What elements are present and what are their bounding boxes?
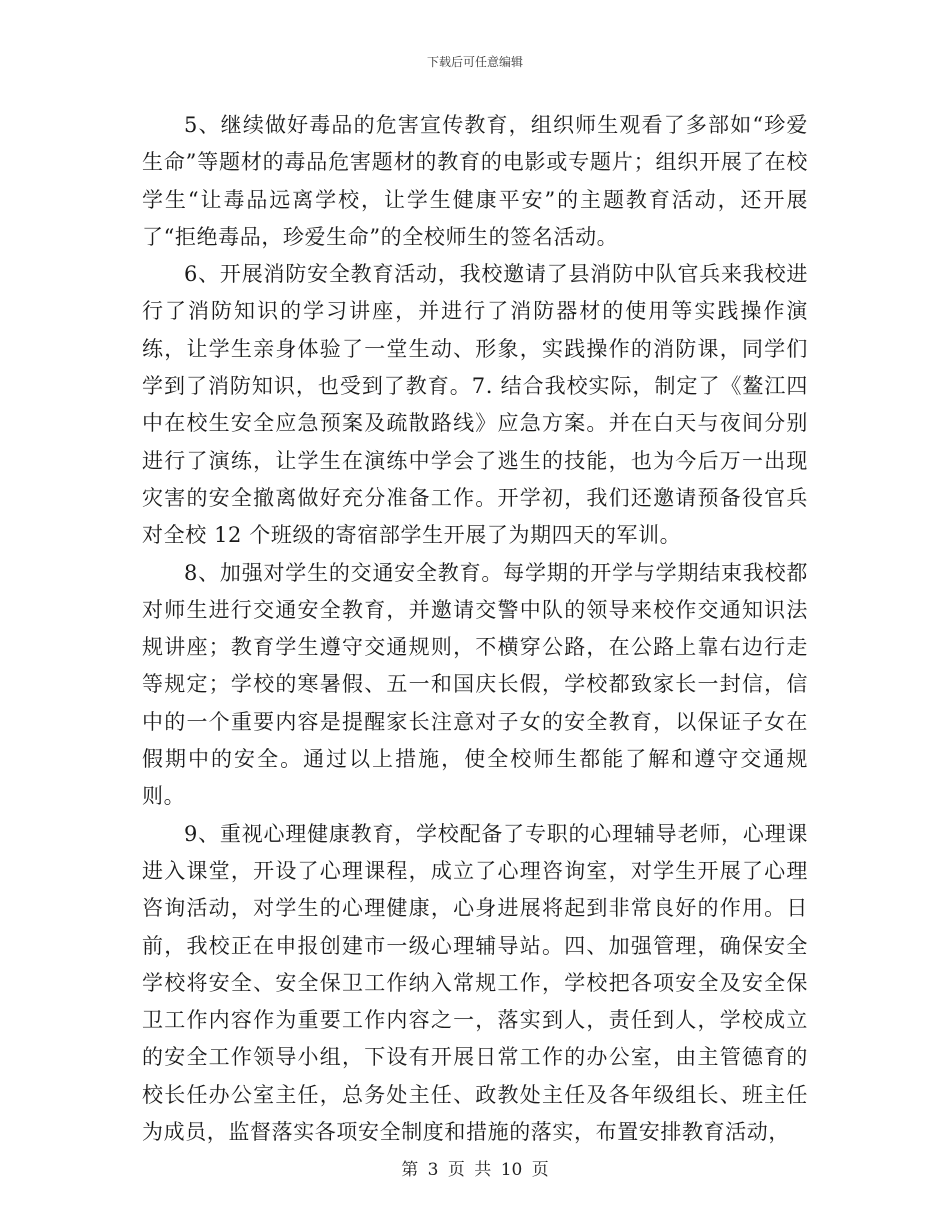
page-number-footer: 第 3 页 共 10 页 [401, 1160, 549, 1180]
paragraph-item-8: 8、加强对学生的交通安全教育。每学期的开学与学期结束我校都对师生进行交通安全教育，并邀请交警中队的领导来校作交通知识法规讲座；教育学生遵守交通规则，不横穿公路，在公路上靠右边行走等规定；学校的寒暑假、五一和国庆长假，学校都致家长一封信，信中的一个重要内容是提醒家长注意对子女的安全教育，以保证子女在假期中的安全。通过以上措施，使全校师生都能了解和遵守交通规则。 [142, 560, 808, 809]
paragraph-item-9: 9、重视心理健康教育，学校配备了专职的心理辅导老师，心理课进入课堂，开设了心理课程，成立了心理咨询室，对学生开展了心理咨询活动，对学生的心理健康，心身进展将起到非常良好的作用。日前，我校正在申报创建市一级心理辅导站。四、加强管理，确保安全学校将安全、安全保卫工作纳入常规工作，学校把各项安全及安全保卫工作内容作为重要工作内容之一，落实到人，责任到人，学校成立的安全工作领导小组，下设有开展日常工作的办公室，由主管德育的校长任办公室主任，总务处主任、政教处主任及各年级组长、班主任为成员，监督落实各项安全制度和措施的落实，布置安排教育活动， [142, 821, 808, 1145]
document-body [142, 107, 808, 1151]
page-header: 下载后可任意编辑 [426, 55, 523, 69]
paragraph-item-5: 5、继续做好毒品的危害宣传教育，组织师生观看了多部如“珍爱生命”等题材的毒品危害题材的教育的电影或专题片；组织开展了在校学生“让毒品远离学校，让学生健康平安”的主题教育活动，还开展了“拒绝毒品，珍爱生命”的全校师生的签名活动。 [142, 113, 808, 249]
paragraph-item-6: 6、开展消防安全教育活动，我校邀请了县消防中队官兵来我校进行了消防知识的学习讲座，并进行了消防器材的使用等实践操作演练，让学生亲身体验了一堂生动、形象，实践操作的消防课，同学们学到了消防知识，也受到了教育。7. 结合我校实际，制定了《鳌江四中在校生安全应急预案及疏散路线》应急方案。并在白天与夜间分别进行了演练，让学生在演练中学会了逃生的技能，也为今后万一出现灾害的安全撤离做好充分准备工作。开学初，我们还邀请预备役官兵对全校 12 个班级的寄宿部学生开展了为期四天的军训。 [142, 262, 808, 548]
